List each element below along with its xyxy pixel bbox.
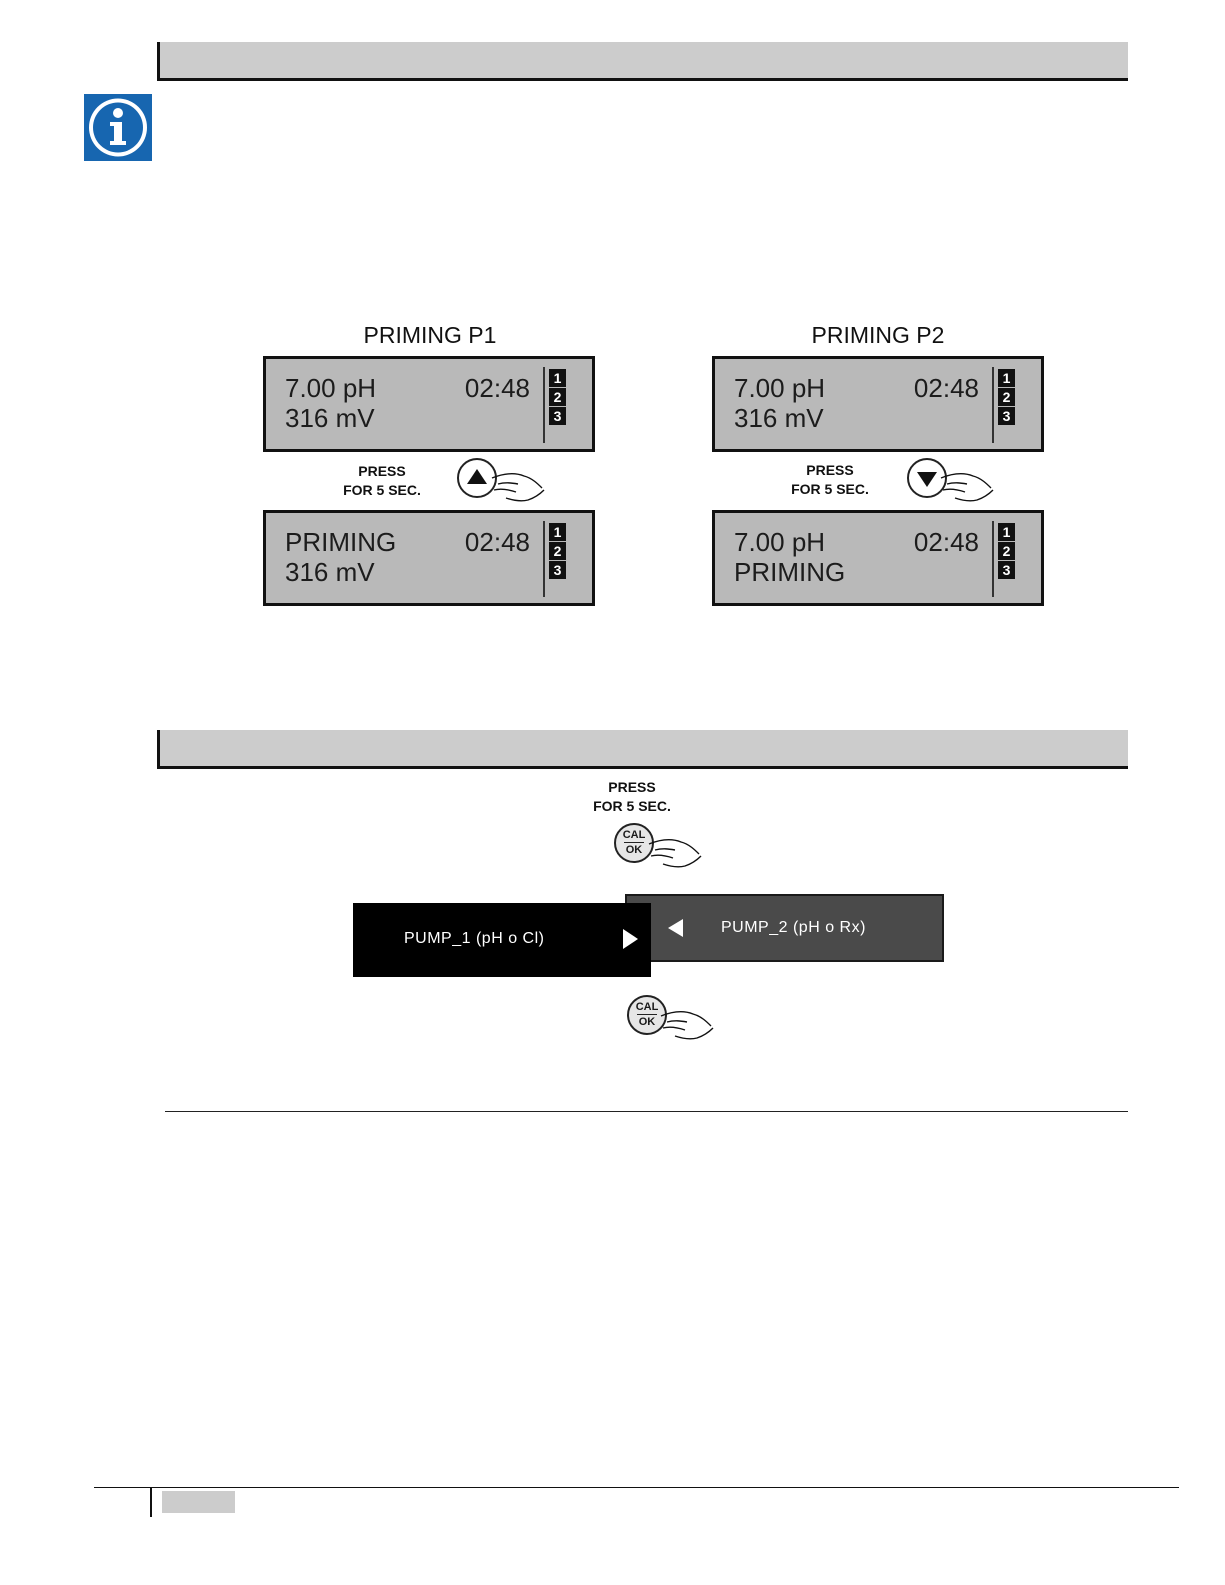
lcd-index-3: 3 — [549, 561, 566, 579]
section-header-bar — [157, 42, 1128, 81]
lcd-index-2: 2 — [998, 388, 1015, 406]
lcd-time: 02:48 — [464, 373, 530, 403]
lcd-line-2: 316 mV — [285, 403, 375, 433]
footer-rule — [94, 1487, 1179, 1488]
priming-p2-title: PRIMING P2 — [811, 322, 945, 348]
lcd-divider — [543, 367, 545, 443]
right-arrow-icon — [621, 928, 639, 950]
lcd-index-1: 1 — [549, 369, 566, 387]
cal-ok-divider — [637, 1014, 657, 1015]
pump-1-label: PUMP_1 (pH o Cl) — [404, 930, 545, 947]
lcd-time: 02:48 — [464, 527, 530, 557]
pointing-hand-icon — [937, 466, 997, 506]
lcd-line-2: 316 mV — [734, 403, 824, 433]
section-divider — [165, 1111, 1128, 1112]
lcd-index-3: 3 — [998, 561, 1015, 579]
priming-p1-title: PRIMING P1 — [363, 322, 497, 348]
ok-label: OK — [638, 1016, 656, 1028]
press-label-line2: FOR 5 SEC. — [791, 481, 869, 497]
cal-label: CAL — [635, 1001, 659, 1013]
cal-ok-divider — [624, 842, 644, 843]
lcd-line-2: 316 mV — [285, 557, 375, 587]
footer-divider — [150, 1487, 152, 1517]
press-instruction — [336, 462, 428, 500]
lcd-line-1: 7.00 pH — [285, 373, 377, 403]
press-instruction — [586, 778, 678, 816]
lcd-line-2: PRIMING — [734, 557, 846, 587]
lcd-divider — [543, 521, 545, 597]
ok-label: OK — [625, 844, 643, 856]
lcd-time: 02:48 — [913, 527, 979, 557]
lcd-index-1: 1 — [998, 523, 1015, 541]
pump-2-label: PUMP_2 (pH o Rx) — [721, 919, 866, 936]
lcd-divider — [992, 367, 994, 443]
lcd-divider — [992, 521, 994, 597]
pump-1-option[interactable] — [353, 903, 651, 977]
info-icon — [84, 94, 152, 161]
lcd-index-2: 2 — [549, 388, 566, 406]
lcd-line-1: PRIMING — [285, 527, 397, 557]
lcd-display-p2-before — [712, 356, 1044, 452]
left-arrow-icon — [667, 918, 685, 938]
pointing-hand-icon — [645, 832, 705, 872]
section-header-bar — [157, 730, 1128, 769]
lcd-line-1: 7.00 pH — [734, 527, 826, 557]
lcd-display-p1-after — [263, 510, 595, 606]
lcd-index-1: 1 — [998, 369, 1015, 387]
lcd-time: 02:48 — [913, 373, 979, 403]
lcd-display-p1-before — [263, 356, 595, 452]
pointing-hand-icon — [657, 1004, 717, 1044]
press-instruction — [784, 461, 876, 499]
pump-2-option[interactable] — [625, 894, 944, 962]
lcd-index-2: 2 — [549, 542, 566, 560]
press-label-line1: PRESS — [806, 462, 854, 478]
lcd-index-3: 3 — [998, 407, 1015, 425]
lcd-display-p2-after — [712, 510, 1044, 606]
lcd-index-1: 1 — [549, 523, 566, 541]
page-number-box — [162, 1491, 235, 1513]
lcd-index-2: 2 — [998, 542, 1015, 560]
lcd-line-1: 7.00 pH — [734, 373, 826, 403]
pointing-hand-icon — [488, 466, 548, 506]
press-label-line2: FOR 5 SEC. — [593, 798, 671, 814]
lcd-index-3: 3 — [549, 407, 566, 425]
press-label-line1: PRESS — [358, 463, 406, 479]
cal-label: CAL — [622, 829, 646, 841]
press-label-line1: PRESS — [608, 779, 656, 795]
press-label-line2: FOR 5 SEC. — [343, 482, 421, 498]
